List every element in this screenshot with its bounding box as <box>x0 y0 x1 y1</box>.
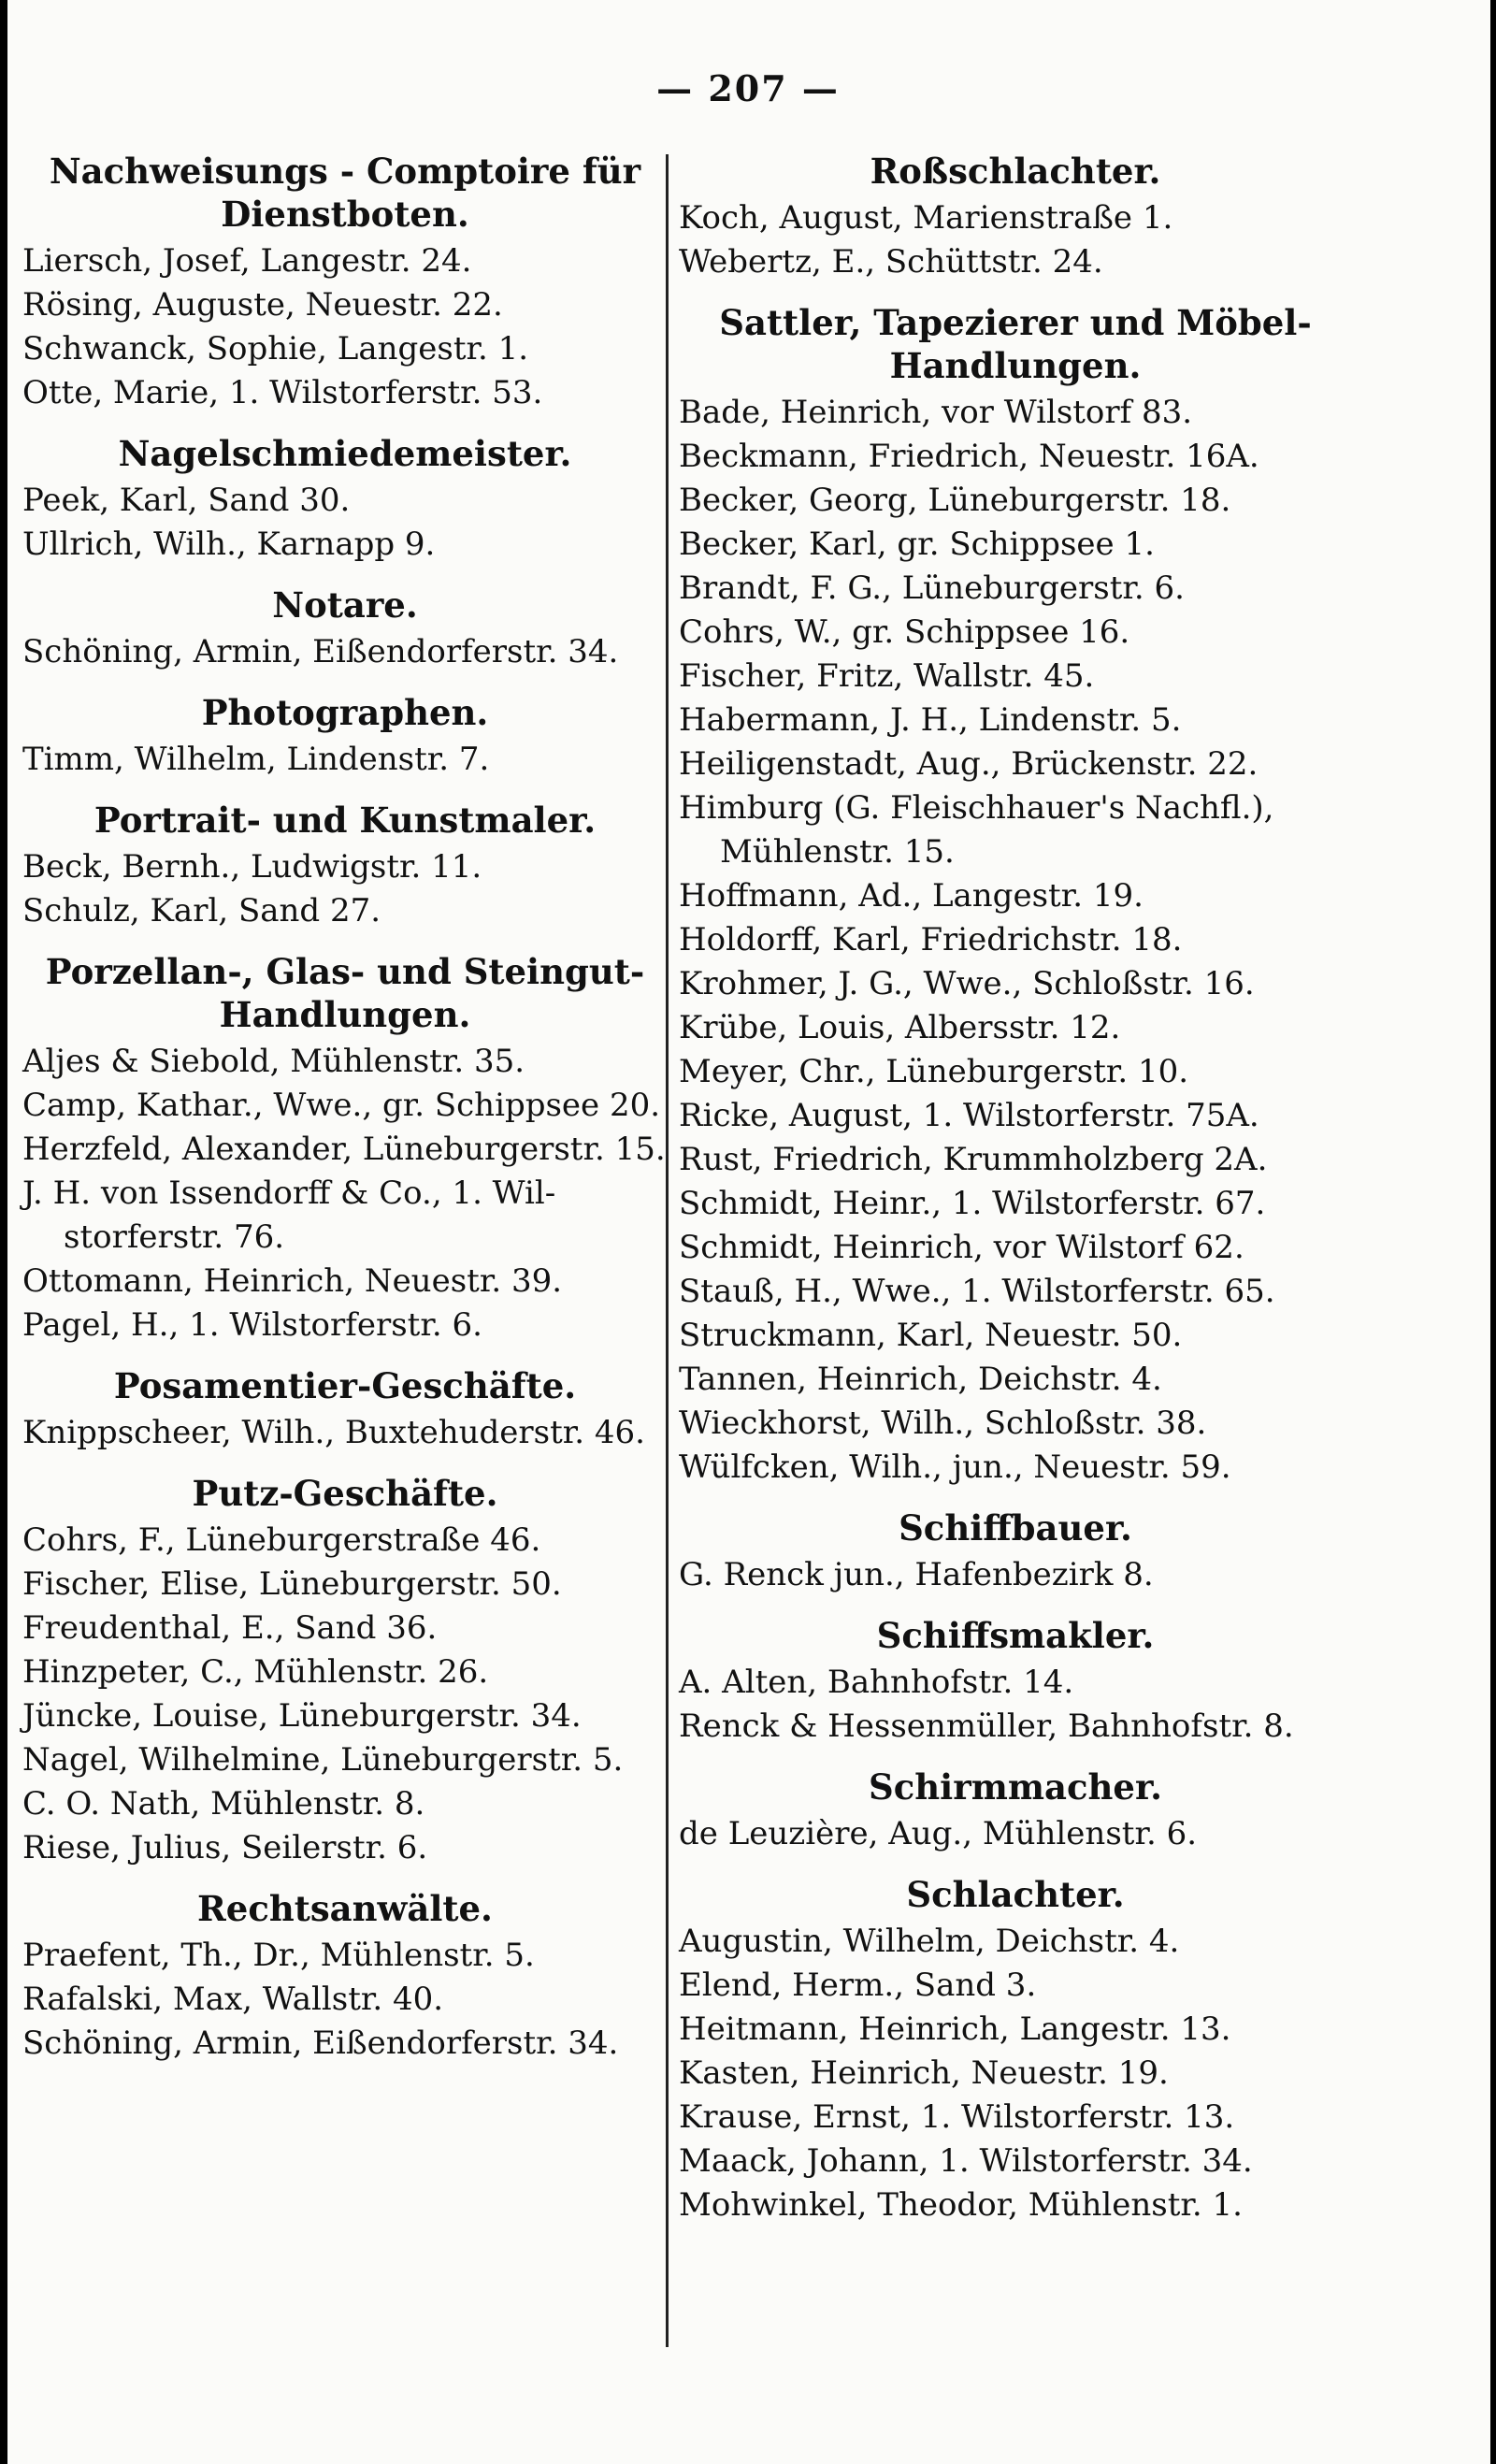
directory-entry: Nagel, Wilhelmine, Lüneburgerstr. 5. <box>22 1741 624 1779</box>
directory-entry-continuation: Mühlenstr. 15. <box>720 833 955 871</box>
directory-entry: Liersch, Josef, Langestr. 24. <box>22 242 472 280</box>
page-number: — 207 — <box>656 67 840 109</box>
directory-entry: Elend, Herm., Sand 3. <box>679 1967 1037 2004</box>
directory-entry: Becker, Georg, Lüneburgerstr. 18. <box>679 482 1231 519</box>
section <box>679 301 1352 1490</box>
directory-entry: Kasten, Heinrich, Neuestr. 19. <box>679 2054 1169 2092</box>
section-heading: Sattler, Tapezierer und Möbel-Handlungen. <box>719 302 1312 386</box>
directory-entry: G. Renck jun., Hafenbezirk 8. <box>679 1556 1154 1593</box>
scan-edge-left <box>0 0 7 2464</box>
directory-entry: Brandt, F. G., Lüneburgerstr. 6. <box>679 569 1185 607</box>
directory-entry: Camp, Kathar., Wwe., gr. Schippsee 20. <box>22 1087 661 1124</box>
section-heading: Nachweisungs - Comptoire für Dienstboten. <box>49 151 641 235</box>
section-heading: Notare. <box>272 584 418 626</box>
directory-entry: Himburg (G. Fleischhauer's Nachfl.), <box>679 789 1274 827</box>
directory-entry-continuation: storferstr. 76. <box>64 1218 285 1256</box>
directory-entry: Jüncke, Louise, Lüneburgerstr. 34. <box>22 1697 582 1735</box>
directory-entry: Hinzpeter, C., Mühlenstr. 26. <box>22 1653 489 1691</box>
directory-entry: Becker, Karl, gr. Schippsee 1. <box>679 526 1155 563</box>
section <box>679 1506 1352 1597</box>
directory-entry: Ottomann, Heinrich, Neuestr. 39. <box>22 1262 563 1300</box>
section <box>679 1765 1352 1856</box>
directory-entry: de Leuzière, Aug., Mühlenstr. 6. <box>679 1815 1198 1852</box>
directory-entry: Wülfcken, Wilh., jun., Neuestr. 59. <box>679 1448 1231 1486</box>
directory-entry: Koch, August, Marienstraße 1. <box>679 199 1173 237</box>
section-heading: Schirmmacher. <box>869 1766 1162 1808</box>
scan-edge-right <box>1490 0 1496 2464</box>
directory-entry: Maack, Johann, 1. Wilstorferstr. 34. <box>679 2142 1253 2180</box>
section <box>22 432 668 567</box>
directory-entry: Fischer, Elise, Lüneburgerstr. 50. <box>22 1565 562 1603</box>
directory-entry: Schöning, Armin, Eißendorferstr. 34. <box>22 2025 619 2062</box>
section <box>22 950 668 1347</box>
section-heading: Portrait- und Kunstmaler. <box>94 800 597 841</box>
section <box>22 1472 668 1870</box>
directory-entry: Krohmer, J. G., Wwe., Schloßstr. 16. <box>679 965 1255 1002</box>
section <box>22 584 668 674</box>
section-heading: Porzellan-, Glas- und Steingut-Handlungen. <box>45 951 645 1035</box>
directory-entry: C. O. Nath, Mühlenstr. 8. <box>22 1785 425 1823</box>
directory-entry: Knippscheer, Wilh., Buxtehuderstr. 46. <box>22 1414 645 1451</box>
directory-entry: Heitmann, Heinrich, Langestr. 13. <box>679 2010 1231 2048</box>
directory-entry: Rösing, Auguste, Neuestr. 22. <box>22 286 503 324</box>
directory-entry: Beckmann, Friedrich, Neuestr. 16A. <box>679 438 1259 475</box>
directory-entry: Hoffmann, Ad., Langestr. 19. <box>679 877 1144 915</box>
section <box>22 799 668 933</box>
section <box>22 1887 668 2066</box>
directory-entry: Heiligenstadt, Aug., Brückenstr. 22. <box>679 745 1259 783</box>
directory-entry: Riese, Julius, Seilerstr. 6. <box>22 1829 428 1866</box>
directory-entry: Beck, Bernh., Ludwigstr. 11. <box>22 848 482 886</box>
section-heading: Photographen. <box>201 692 489 733</box>
section-heading: Roßschlachter. <box>870 151 1161 192</box>
directory-entry: Ullrich, Wilh., Karnapp 9. <box>22 526 436 563</box>
directory-entry: Krübe, Louis, Albersstr. 12. <box>679 1009 1121 1046</box>
section-heading: Schlachter. <box>906 1874 1125 1915</box>
section <box>22 691 668 782</box>
directory-entry: Tannen, Heinrich, Deichstr. 4. <box>679 1361 1162 1398</box>
directory-entry: Stauß, H., Wwe., 1. Wilstorferstr. 65. <box>679 1273 1275 1310</box>
directory-entry: A. Alten, Bahnhofstr. 14. <box>679 1664 1074 1701</box>
section <box>22 1364 668 1455</box>
directory-entry: Meyer, Chr., Lüneburgerstr. 10. <box>679 1053 1189 1090</box>
section <box>679 1873 1352 2227</box>
section-heading: Posamentier-Geschäfte. <box>113 1365 577 1406</box>
directory-entry: Praefent, Th., Dr., Mühlenstr. 5. <box>22 1937 535 1974</box>
directory-entry: Renck & Hessenmüller, Bahnhofstr. 8. <box>679 1708 1294 1745</box>
directory-entry: Rust, Friedrich, Krummholzberg 2A. <box>679 1141 1268 1178</box>
directory-entry: Schulz, Karl, Sand 27. <box>22 892 381 929</box>
section <box>22 150 668 415</box>
directory-entry: Fischer, Fritz, Wallstr. 45. <box>679 657 1095 695</box>
section-heading: Schiffsmakler. <box>876 1615 1155 1656</box>
directory-entry: Wieckhorst, Wilh., Schloßstr. 38. <box>679 1405 1207 1442</box>
section-heading: Nagelschmiedemeister. <box>118 433 572 474</box>
directory-entry: Schwanck, Sophie, Langestr. 1. <box>22 330 529 367</box>
directory-entry: Augustin, Wilhelm, Deichstr. 4. <box>679 1923 1180 1960</box>
directory-entry: Cohrs, W., gr. Schippsee 16. <box>679 613 1130 651</box>
directory-entry: Cohrs, F., Lüneburgerstraße 46. <box>22 1521 541 1559</box>
right-column <box>679 150 1352 2241</box>
directory-entry: Krause, Ernst, 1. Wilstorferstr. 13. <box>679 2098 1235 2136</box>
section <box>679 1614 1352 1749</box>
directory-entry: Holdorff, Karl, Friedrichstr. 18. <box>679 921 1183 958</box>
directory-entry: Peek, Karl, Sand 30. <box>22 482 351 519</box>
section-heading: Rechtsanwälte. <box>197 1888 493 1929</box>
section-heading: Schiffbauer. <box>899 1507 1132 1549</box>
directory-entry: Struckmann, Karl, Neuestr. 50. <box>679 1317 1183 1354</box>
directory-entry: Schöning, Armin, Eißendorferstr. 34. <box>22 633 619 670</box>
directory-entry: Bade, Heinrich, vor Wilstorf 83. <box>679 394 1193 431</box>
directory-entry: Schmidt, Heinrich, vor Wilstorf 62. <box>679 1229 1244 1266</box>
section <box>679 150 1352 284</box>
directory-entry: Herzfeld, Alexander, Lüneburgerstr. 15. <box>22 1131 666 1168</box>
directory-entry: Ricke, August, 1. Wilstorferstr. 75A. <box>679 1097 1259 1134</box>
directory-entry: Pagel, H., 1. Wilstorferstr. 6. <box>22 1306 482 1344</box>
left-column <box>22 150 668 2079</box>
directory-entry: Timm, Wilhelm, Lindenstr. 7. <box>22 741 490 778</box>
directory-entry: Habermann, J. H., Lindenstr. 5. <box>679 701 1182 739</box>
directory-entry: Schmidt, Heinr., 1. Wilstorferstr. 67. <box>679 1185 1266 1222</box>
section-heading: Putz-Geschäfte. <box>192 1473 498 1514</box>
directory-entry: Rafalski, Max, Wallstr. 40. <box>22 1981 444 2018</box>
directory-entry: Webertz, E., Schüttstr. 24. <box>679 243 1103 281</box>
directory-entry: Freudenthal, E., Sand 36. <box>22 1609 438 1647</box>
directory-entry: J. H. von Issendorff & Co., 1. Wil- <box>22 1174 556 1212</box>
directory-entry: Aljes & Siebold, Mühlenstr. 35. <box>22 1043 525 1080</box>
directory-entry: Otte, Marie, 1. Wilstorferstr. 53. <box>22 374 543 411</box>
directory-entry: Mohwinkel, Theodor, Mühlenstr. 1. <box>679 2186 1243 2224</box>
